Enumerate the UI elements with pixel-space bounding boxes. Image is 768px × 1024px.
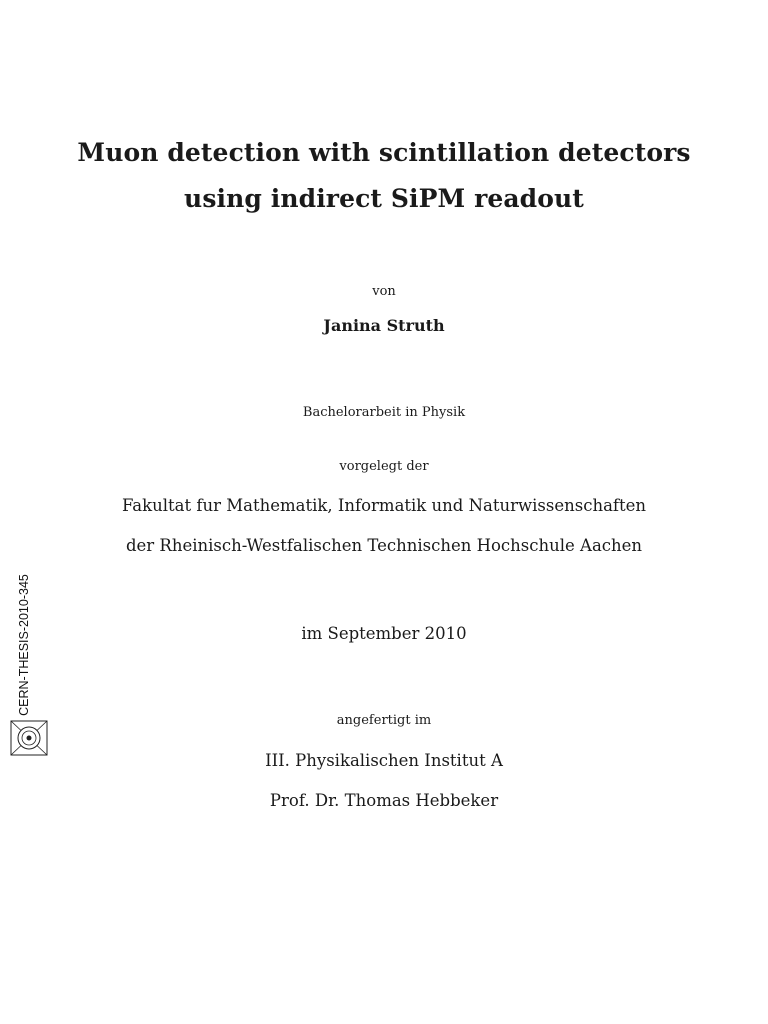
institute-name: III. Physikalischen Institut A (265, 751, 503, 770)
cern-logo-icon (10, 720, 48, 756)
report-number-stamp (13, 575, 35, 715)
by-label: von (372, 284, 396, 299)
faculty-name: Fakultat fur Mathematik, Informatik und Naturwissenschaften (121, 496, 647, 515)
thesis-title-line-1: Muon detection with scintillation detectors (77, 138, 691, 167)
thesis-type: Bachelorarbeit in Physik (302, 405, 466, 420)
submission-date: im September 2010 (301, 624, 467, 643)
university-name: der Rheinisch-Westfalischen Technischen Hochschule Aachen (125, 536, 643, 555)
report-number: CERN-THESIS-2010-345 (17, 574, 31, 716)
supervisor-name: Prof. Dr. Thomas Hebbeker (269, 791, 499, 810)
cern-logo-graphic (10, 720, 48, 756)
prepared-at-label: angefertigt im (336, 713, 432, 728)
author-name: Janina Struth (323, 316, 445, 335)
submitted-to-label: vorgelegt der (339, 459, 429, 474)
thesis-title-line-2: using indirect SiPM readout (184, 184, 584, 213)
